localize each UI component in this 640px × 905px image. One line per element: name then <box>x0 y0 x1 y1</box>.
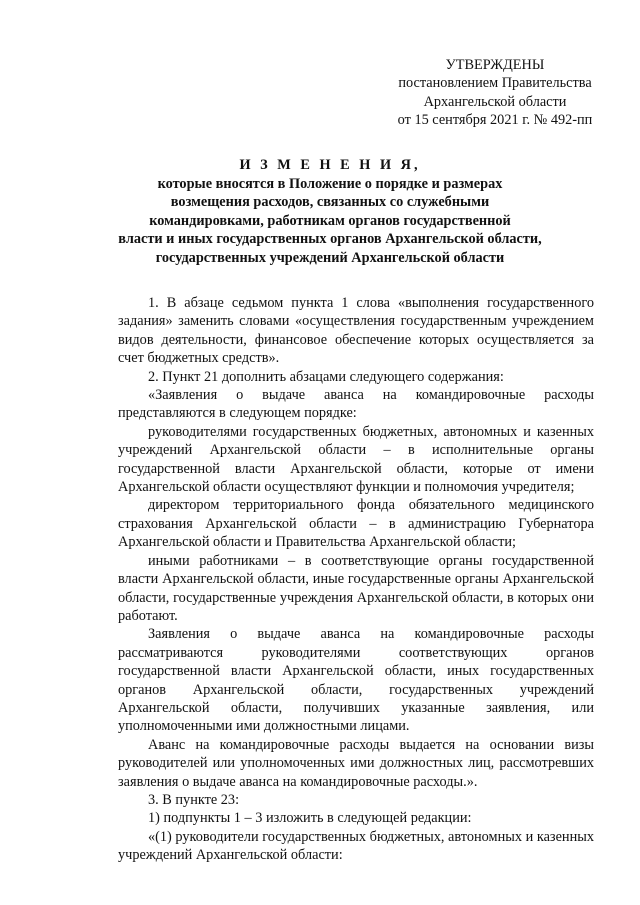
paragraph: Аванс на командировочные расходы выдается на основании визы руководителей или уполномоченных ими должностных лиц, рассмотревших заявления о выдаче аванса на командировочные расходы.». <box>118 736 594 790</box>
approval-line: Архангельской области <box>423 93 567 110</box>
paragraph: 2. Пункт 21 дополнить абзацами следующего содержания: <box>148 368 504 385</box>
heading-line: возмещения расходов, связанных со служебными <box>170 194 490 210</box>
paragraph: директором территориального фонда обязательного медицинского страхования Архангельской области – в администрацию Губернатора Архангельской области и Правительства Архангельской области; <box>118 497 594 551</box>
heading-line: государственных учреждений Архангельской области <box>155 249 505 266</box>
document-body <box>118 294 594 865</box>
paragraph: 3. В пункте 23: <box>148 791 240 808</box>
paragraph: иными работниками – в соответствующие органы государственной власти Архангельской области, иные государственные органы Архангельской области, государственные учреждения Архангельской области, в которых они работают. <box>118 552 594 624</box>
approval-title: УТВЕРЖДЕНЫ <box>445 57 545 73</box>
paragraph: 1) подпункты 1 – 3 изложить в следующей редакции: <box>148 810 472 827</box>
approval-line: от 15 сентября 2021 г. № 492-пп <box>397 111 593 128</box>
document-title: И З М Е Н Е Н И Я, <box>239 157 421 173</box>
approval-block <box>380 56 610 129</box>
paragraph: Заявления о выдаче аванса на командировочные расходы рассматриваются руководителями соответствующих органов государственной власти Архангельской области, иных государственных органов Архангельской области, государственных учреждений Архангельской области, получивших указанные заявления, или уполномоченными ими должностными лицами. <box>118 626 594 735</box>
approval-line: постановлением Правительства <box>398 75 592 92</box>
paragraph: 1. В абзаце седьмом пункта 1 слова «выполнения государственного задания» заменить словами «осуществления государственным учреждением видов деятельности, финансовое обеспечение которых осуществляется за счет бюджетных средств». <box>118 295 594 367</box>
paragraph: «Заявления о выдаче аванса на командировочные расходы представляются в следующем порядке: <box>118 387 594 422</box>
heading-line: власти и иных государственных органов Архангельской области, <box>118 231 542 247</box>
paragraph: руководителями государственных бюджетных, автономных и казенных учреждений Архангельской области – в исполнительные органы государственной власти Архангельской области, которые от имени Архангельской области осуществляют функции и полномочия учредителя; <box>118 423 594 496</box>
heading-line: которые вносятся в Положение о порядке и размерах <box>157 175 503 192</box>
heading-line: командировками, работникам органов государственной <box>149 212 511 229</box>
document-heading <box>80 156 580 267</box>
paragraph: «(1) руководители государственных бюджетных, автономных и казенных учреждений Архангельской области: <box>118 828 594 864</box>
